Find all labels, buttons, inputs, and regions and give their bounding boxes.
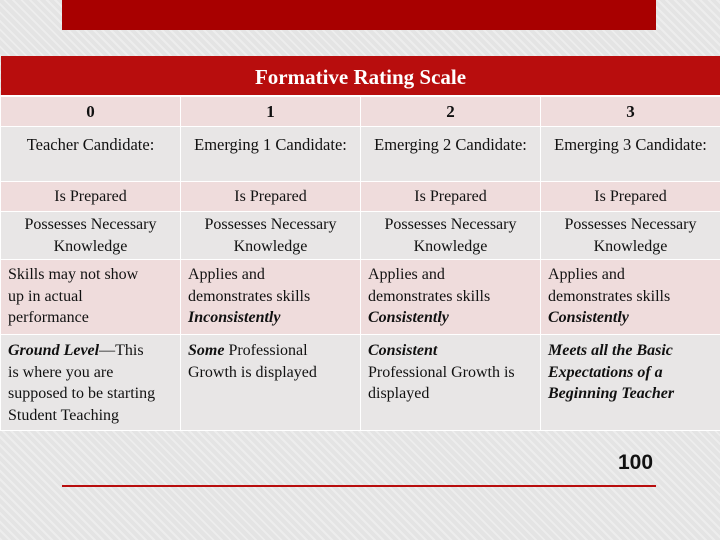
skills-cell: [181, 260, 361, 335]
candidate-cell: Teacher Candidate:: [1, 127, 181, 182]
knowledge-line: Knowledge: [53, 237, 128, 255]
page-number: 100: [618, 451, 654, 474]
skills-line: Skills may not show: [8, 266, 139, 283]
skills-line: demonstrates skills: [368, 287, 491, 305]
level-2-header: 2: [361, 96, 541, 127]
growth-cell: [541, 335, 720, 431]
knowledge-line: Possesses Necessary: [204, 216, 337, 233]
knowledge-line: Knowledge: [233, 237, 308, 255]
candidate-cell: Emerging 3 Candidate:: [541, 127, 720, 182]
table-title: Formative Rating Scale: [1, 56, 720, 96]
skills-line: up in actual: [8, 287, 83, 305]
rating-scale-table-container: [0, 56, 720, 431]
growth-text: Student Teaching: [8, 406, 120, 424]
growth-emphasis: Ground Level: [8, 342, 100, 359]
growth-emphasis: Expectations of a: [548, 363, 663, 381]
knowledge-line: Possesses Necessary: [24, 216, 157, 233]
growth-text: —This: [99, 342, 144, 359]
growth-cell: [181, 335, 361, 431]
prepared-cell: Is Prepared: [181, 182, 361, 212]
skills-emphasis: Inconsistently: [188, 309, 281, 326]
knowledge-cell: [181, 212, 361, 260]
candidate-cell: Emerging 2 Candidate:: [361, 127, 541, 182]
knowledge-line: Possesses Necessary: [384, 216, 517, 233]
skills-line: Applies and: [368, 266, 445, 283]
growth-emphasis: Some: [188, 342, 225, 359]
table-row: [1, 335, 720, 431]
table-row: [1, 182, 720, 212]
prepared-cell: Is Prepared: [361, 182, 541, 212]
skills-emphasis: Consistently: [548, 309, 629, 326]
skills-line: Applies and: [548, 266, 625, 283]
growth-emphasis: Consistent: [368, 342, 438, 359]
growth-emphasis: Meets all the Basic: [548, 342, 673, 359]
level-1-header: 1: [181, 96, 361, 127]
knowledge-line: Knowledge: [413, 237, 488, 255]
table-row: [1, 212, 720, 260]
prepared-cell: Is Prepared: [1, 182, 181, 212]
knowledge-line: Possesses Necessary: [564, 216, 697, 233]
skills-line: Applies and: [188, 266, 265, 283]
growth-text: Professional: [224, 342, 308, 359]
skills-emphasis: Consistently: [368, 309, 449, 326]
level-0-header: 0: [1, 96, 181, 127]
skills-cell: [361, 260, 541, 335]
growth-text: supposed to be starting: [8, 385, 156, 402]
candidate-cell: Emerging 1 Candidate:: [181, 127, 361, 182]
knowledge-cell: [541, 212, 720, 260]
top-accent-bar: [62, 0, 656, 30]
skills-line: performance: [8, 309, 89, 326]
table-row: [1, 96, 720, 127]
skills-cell: [1, 260, 181, 335]
skills-line: demonstrates skills: [548, 287, 671, 305]
skills-cell: [541, 260, 720, 335]
level-3-header: 3: [541, 96, 720, 127]
table-row: [1, 127, 720, 182]
rating-scale-table: [0, 56, 720, 431]
growth-text: displayed: [368, 385, 430, 402]
table-row: [1, 260, 720, 335]
growth-text: Growth is displayed: [188, 363, 317, 381]
growth-emphasis: Beginning Teacher: [548, 385, 675, 402]
growth-cell: [1, 335, 181, 431]
growth-text: is where you are: [8, 363, 114, 381]
growth-text: Professional Growth is: [368, 363, 515, 381]
knowledge-line: Knowledge: [593, 237, 668, 255]
knowledge-cell: [1, 212, 181, 260]
growth-cell: [361, 335, 541, 431]
knowledge-cell: [361, 212, 541, 260]
skills-line: demonstrates skills: [188, 287, 311, 305]
prepared-cell: Is Prepared: [541, 182, 720, 212]
bottom-divider: [62, 485, 656, 487]
